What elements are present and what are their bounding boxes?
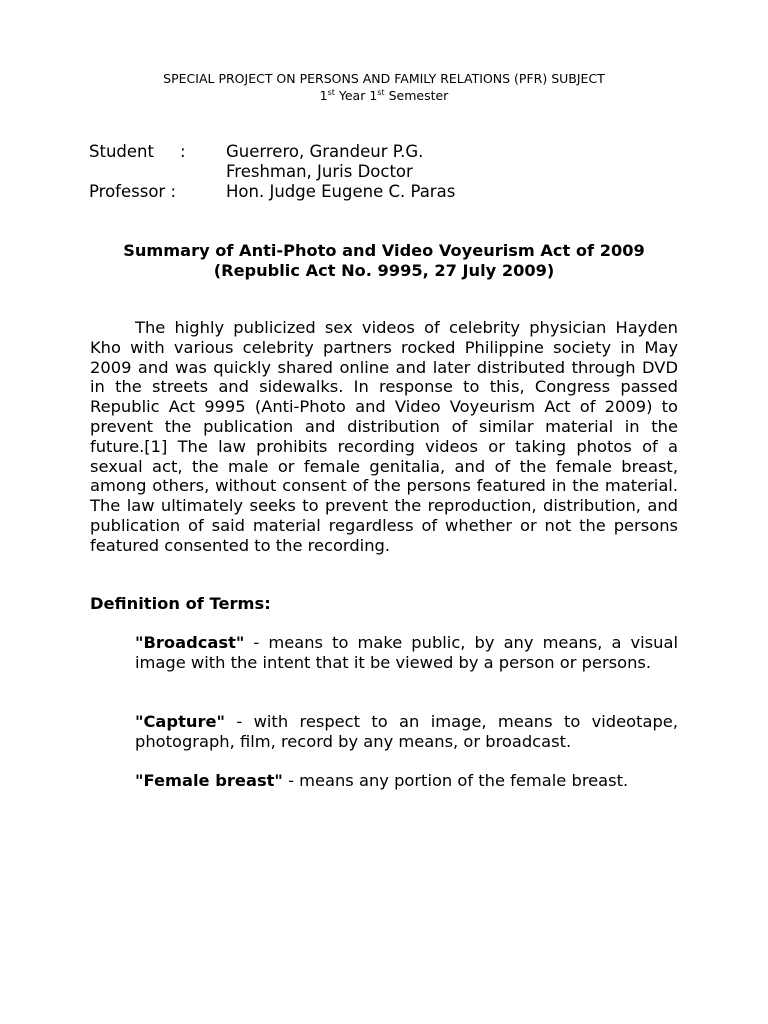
definitions-heading: Definition of Terms: — [90, 594, 271, 613]
definition-broadcast — [135, 633, 678, 673]
semester-word: Semester — [384, 88, 449, 103]
header-semester-line — [0, 88, 768, 103]
header-subject-line: SPECIAL PROJECT ON PERSONS AND FAMILY RELATIONS (PFR) SUBJECT — [163, 71, 605, 86]
student-program: Freshman, Juris Doctor — [226, 162, 413, 181]
document-title — [0, 241, 768, 281]
student-colon: : — [180, 142, 186, 161]
year-number: 1 — [319, 88, 328, 103]
student-info-block — [89, 142, 589, 202]
professor-name: Hon. Judge Eugene C. Paras — [226, 182, 456, 201]
intro-paragraph-text: The highly publicized sex videos of celebrity physician Hayden Kho with various celebrity partners rocked Philippine society in May 2009 and was quickly shared online and later distributed through DVD in the streets and sidewalks. In response to this, Congress passed Republic Act 9995 (Anti-Photo and Video Voyeurism Act of 2009) to prevent the publication and distribution of similar material in the future.[1] The law prohibits recording videos or taking photos of a sexual act, the male or female genitalia, and of the female breast, among others, without consent of the persons featured in the material. The law ultimately seeks to prevent the reproduction, distribution, and publication of said material regardless of whether or not the persons featured consented to the recording. — [90, 318, 678, 555]
year-superscript: st — [327, 88, 335, 97]
semester-superscript: st — [377, 88, 385, 97]
semester-number: 1 — [369, 88, 378, 103]
definition-term: "Capture" — [135, 712, 226, 731]
professor-label: Professor : — [89, 182, 177, 201]
year-word: Year — [334, 88, 370, 103]
definition-text: - with respect to an image, means to videotape, photograph, film, record by any means, or broadcast. — [135, 712, 678, 751]
definition-text: - means any portion of the female breast. — [282, 771, 629, 790]
student-label: Student — [89, 142, 154, 161]
definition-female-breast — [135, 771, 678, 791]
title-line-1: Summary of Anti-Photo and Video Voyeurism Act of 2009 — [123, 241, 645, 260]
title-line-2: (Republic Act No. 9995, 27 July 2009) — [213, 261, 555, 280]
definition-term: "Broadcast" — [135, 633, 245, 652]
definition-capture — [135, 712, 678, 752]
definition-text: - means to make public, by any means, a visual image with the intent that it be viewed by a person or persons. — [135, 633, 678, 672]
student-name: Guerrero, Grandeur P.G. — [226, 142, 424, 161]
intro-paragraph — [90, 318, 678, 556]
definition-term: "Female breast" — [135, 771, 283, 790]
